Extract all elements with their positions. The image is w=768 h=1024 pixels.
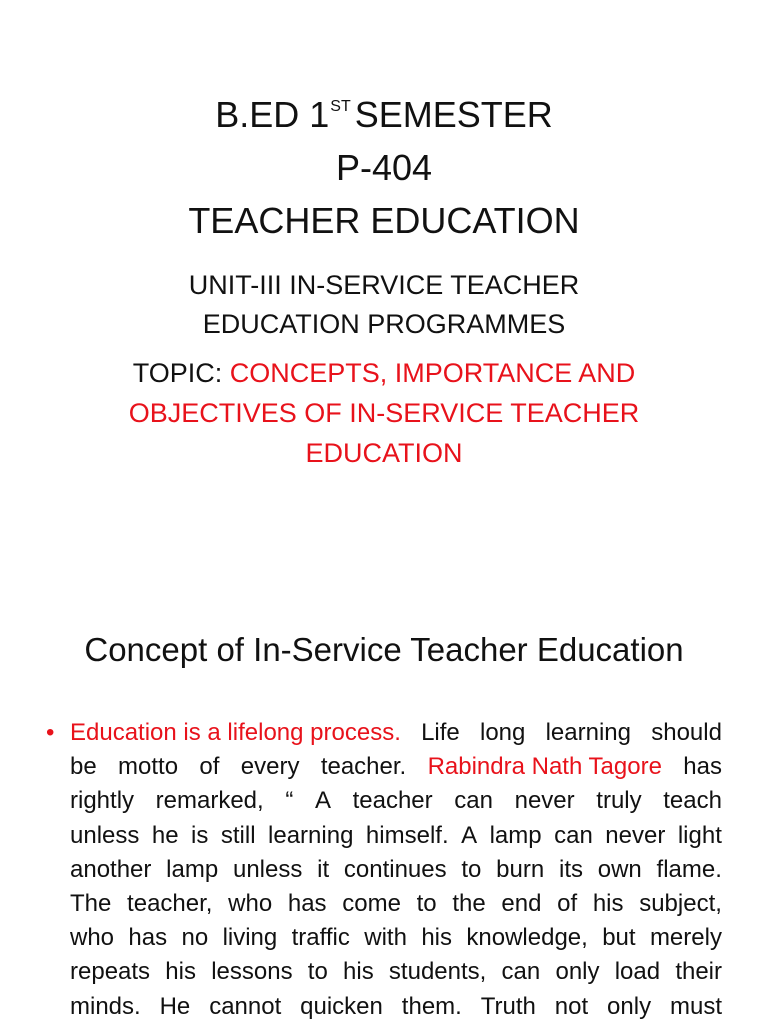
paragraph-word: long (480, 719, 526, 746)
paragraph-word: not (554, 992, 589, 1020)
main-title (0, 88, 768, 247)
paragraph-word: its (558, 855, 583, 883)
topic-text-line-2: OBJECTIVES OF IN-SERVICE TEACHER (128, 398, 640, 428)
title-line-paper-code: P-404 (335, 147, 433, 188)
paragraph-word: is (191, 821, 209, 849)
paragraph-word: only (607, 992, 652, 1020)
paragraph-word: no (181, 924, 209, 952)
paragraph-word: be (70, 753, 97, 781)
paragraph-word: never (605, 821, 666, 849)
paragraph-line (70, 750, 722, 784)
bullet-paragraph (46, 716, 722, 1024)
topic-text-line-1: CONCEPTS, IMPORTANCE AND (229, 358, 636, 388)
paragraph-word: must (669, 992, 722, 1020)
paragraph-word: can (554, 821, 593, 849)
paragraph-word: himself. (365, 821, 449, 849)
paragraph-line (70, 853, 722, 887)
topic-label: TOPIC: (132, 358, 223, 388)
paragraph-word: his (165, 958, 196, 986)
unit-subtitle (0, 266, 768, 344)
paragraph-word: of (557, 890, 578, 918)
paragraph-word: quicken (300, 992, 383, 1020)
paragraph-word: can (454, 787, 493, 815)
paragraph-word: his (343, 958, 374, 986)
subtitle-line-2: EDUCATION PROGRAMMES (202, 309, 566, 339)
paragraph-word: another (70, 855, 152, 883)
paragraph-word: has (128, 924, 168, 952)
paragraph-word: to (461, 855, 482, 883)
paragraph-line (70, 990, 722, 1024)
paragraph-word: should (651, 719, 722, 746)
paragraph-word: knowledge, (466, 924, 588, 952)
topic-line-1 (0, 353, 768, 393)
paragraph-word: rightly (70, 787, 135, 815)
paragraph-word: The (70, 890, 112, 918)
paragraph-line (70, 955, 722, 989)
paragraph-word: traffic (291, 924, 350, 952)
paragraph-word: but (602, 924, 636, 952)
paragraph-word: teacher. (320, 753, 407, 781)
paragraph-word: teacher, (127, 890, 213, 918)
paragraph-word: minds. (70, 992, 141, 1020)
paragraph-word: lessons (211, 958, 293, 986)
paragraph-word: load (614, 958, 661, 986)
bullet-text (70, 716, 722, 1024)
paragraph-word: it (317, 855, 330, 883)
subtitle-line-1: UNIT-III IN-SERVICE TEACHER (188, 270, 580, 300)
paragraph-word: the (452, 890, 486, 918)
paragraph-word: Rabindra Nath Tagore (427, 753, 662, 781)
paragraph-word: can (501, 958, 541, 986)
title-line-subject: TEACHER EDUCATION (188, 200, 580, 241)
paragraph-word: repeats (70, 958, 151, 986)
paragraph-word: with (364, 924, 407, 952)
paragraph-word: “ (285, 787, 294, 815)
paragraph-word: lamp (166, 855, 219, 883)
paragraph-word: who (70, 924, 115, 952)
paragraph-word: unless (70, 821, 140, 849)
paragraph-line (70, 784, 722, 818)
paragraph-line (70, 887, 722, 921)
paragraph-word: only (555, 958, 600, 986)
title-semester-superscript: ST (330, 98, 351, 115)
paragraph-word: never (514, 787, 575, 815)
paragraph-word: teach (663, 787, 722, 815)
paragraph-word: their (675, 958, 722, 986)
paragraph-word: Life (421, 719, 460, 746)
paragraph-word: truly (596, 787, 642, 815)
paragraph-line (70, 819, 722, 853)
paragraph-word: Truth (480, 992, 536, 1020)
content-heading: Concept of In-Service Teacher Education (84, 631, 684, 668)
paragraph-word: teacher (352, 787, 433, 815)
paragraph-word: He (159, 992, 191, 1020)
topic-text-line-3: EDUCATION (305, 438, 463, 468)
paragraph-word: Education is a lifelong process. (70, 719, 401, 746)
paragraph-word: of (199, 753, 220, 781)
paragraph-word: learning (545, 719, 631, 746)
paragraph-line (70, 716, 722, 750)
paragraph-word: continues (343, 855, 447, 883)
title-semester-prefix: B.ED 1 (215, 94, 330, 135)
paragraph-word: them. (401, 992, 462, 1020)
paragraph-word: his (421, 924, 453, 952)
paragraph-word: he (151, 821, 179, 849)
paragraph-word: who (228, 890, 273, 918)
paragraph-word: to (416, 890, 437, 918)
paragraph-word: burn (496, 855, 545, 883)
content-slide (0, 590, 768, 1024)
paragraph-word: has (683, 753, 722, 781)
paragraph-word: to (307, 958, 328, 986)
paragraph-word: lamp (489, 821, 542, 849)
paragraph-word: his (592, 890, 624, 918)
title-line-semester (0, 88, 768, 141)
paragraph-word: come (342, 890, 401, 918)
paragraph-word: subject, (639, 890, 722, 918)
paragraph-word: has (287, 890, 327, 918)
bullet-icon: • (46, 719, 55, 746)
paragraph-word: students, (388, 958, 487, 986)
topic-block (0, 353, 768, 473)
paragraph-word: A (461, 821, 478, 849)
paragraph-word: end (501, 890, 542, 918)
paragraph-word: light (677, 821, 722, 849)
paragraph-word: merely (649, 924, 722, 952)
paragraph-word: still (220, 821, 256, 849)
paragraph-word: A (314, 787, 331, 815)
paragraph-line (70, 921, 722, 955)
paragraph-word: flame. (656, 855, 722, 883)
paragraph-word: every (240, 753, 300, 781)
title-semester-suffix: SEMESTER (354, 94, 553, 135)
paragraph-word: unless (232, 855, 303, 883)
paragraph-word: cannot (209, 992, 282, 1020)
paragraph-word: living (222, 924, 278, 952)
paragraph-word: learning (268, 821, 354, 849)
paragraph-word: own (597, 855, 642, 883)
paragraph-word: remarked, (155, 787, 264, 815)
paragraph-word: motto (118, 753, 179, 781)
